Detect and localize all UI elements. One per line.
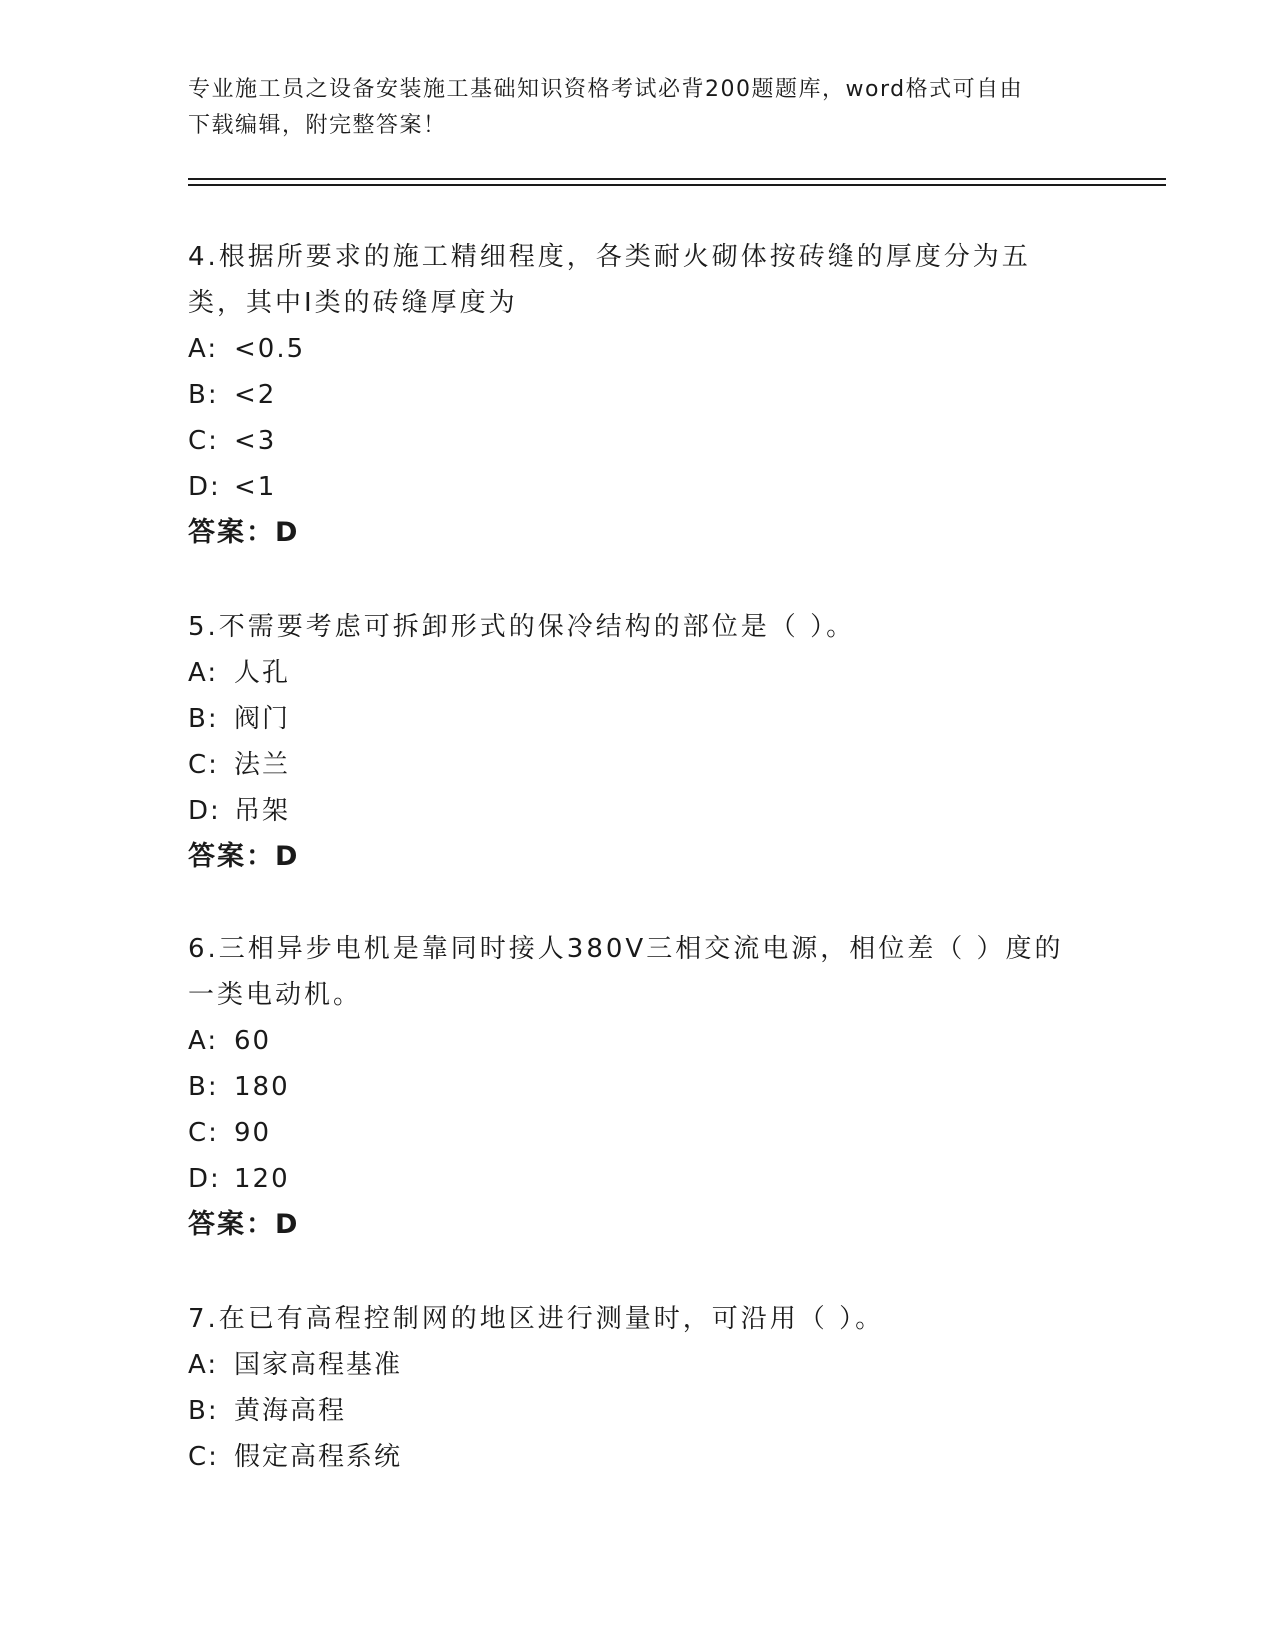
option-b <box>188 696 1068 742</box>
option-b <box>188 372 1068 418</box>
document-header <box>188 72 1068 144</box>
option-key: D: <box>188 472 221 502</box>
option-text: 黄海高程 <box>234 1396 347 1426</box>
option-c <box>188 742 1068 788</box>
option-key: A: <box>188 658 219 688</box>
option-text: 法兰 <box>234 750 291 780</box>
option-key: B: <box>188 1396 219 1426</box>
option-key: A: <box>188 1026 219 1056</box>
option-d <box>188 1156 1068 1202</box>
option-a <box>188 1342 1068 1388</box>
question-stem: 7.在已有高程控制网的地区进行测量时，可沿用（ ）。 <box>188 1304 885 1334</box>
option-text: 人孔 <box>234 658 291 688</box>
answer-line: 答案：D <box>188 841 300 872</box>
option-key: C: <box>188 750 219 780</box>
option-c <box>188 418 1068 464</box>
question-stem: 5.不需要考虑可拆卸形式的保冷结构的部位是（ ）。 <box>188 612 856 642</box>
question-7 <box>188 1296 1068 1480</box>
answer-line: 答案：D <box>188 1209 300 1240</box>
option-d <box>188 788 1068 834</box>
header-divider-bottom <box>188 184 1166 186</box>
option-text: 吊架 <box>234 796 291 826</box>
option-b <box>188 1064 1068 1110</box>
option-key: B: <box>188 380 219 410</box>
option-a <box>188 326 1068 372</box>
option-text: 180 <box>234 1072 290 1102</box>
answer-line: 答案：D <box>188 517 300 548</box>
option-key: B: <box>188 1072 219 1102</box>
option-key: C: <box>188 426 219 456</box>
question-stem: 6.三相异步电机是靠同时接人380V三相交流电源，相位差（ ）度的一类电动机。 <box>188 934 1064 1010</box>
option-b <box>188 1388 1068 1434</box>
option-c <box>188 1434 1068 1480</box>
header-divider-top <box>188 178 1166 180</box>
option-text: 国家高程基准 <box>234 1350 403 1380</box>
option-text: <2 <box>234 380 277 410</box>
option-key: A: <box>188 334 219 364</box>
option-key: A: <box>188 1350 219 1380</box>
option-c <box>188 1110 1068 1156</box>
option-key: D: <box>188 796 221 826</box>
question-4 <box>188 234 1068 556</box>
option-text: <0.5 <box>234 334 306 364</box>
question-stem: 4.根据所要求的施工精细程度，各类耐火砌体按砖缝的厚度分为五类，其中Ⅰ类的砖缝厚度为 <box>188 242 1031 318</box>
option-text: <1 <box>234 472 277 502</box>
option-d <box>188 464 1068 510</box>
option-text: 120 <box>234 1164 290 1194</box>
option-text: 90 <box>234 1118 272 1148</box>
question-5 <box>188 604 1068 880</box>
option-key: B: <box>188 704 219 734</box>
option-key: D: <box>188 1164 221 1194</box>
option-a <box>188 650 1068 696</box>
option-text: 阀门 <box>234 704 291 734</box>
option-key: C: <box>188 1118 219 1148</box>
option-text: 假定高程系统 <box>234 1442 403 1472</box>
option-a <box>188 1018 1068 1064</box>
option-text: 60 <box>234 1026 272 1056</box>
question-6 <box>188 926 1068 1248</box>
option-text: <3 <box>234 426 277 456</box>
option-key: C: <box>188 1442 219 1472</box>
header-line-1: 专业施工员之设备安装施工基础知识资格考试必背200题题库，word格式可自由 <box>188 77 1024 102</box>
header-line-2: 下载编辑，附完整答案！ <box>188 113 447 138</box>
